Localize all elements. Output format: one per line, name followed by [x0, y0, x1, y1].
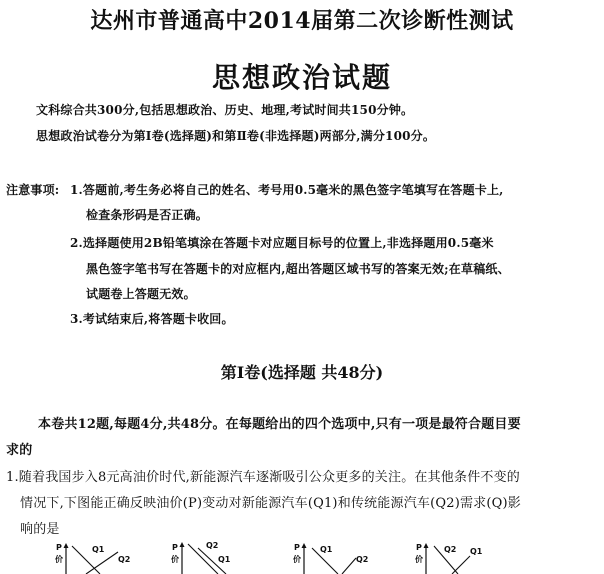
graph-d-label-1: Q2: [444, 545, 457, 554]
exam-title: 达州市普通高中2014届第二次诊断性测试: [90, 8, 514, 34]
question-1-text-cont: 情况下,下图能正确反映油价(P)变动对新能源汽车(Q1)和传统能源汽车(Q2)需求(Q)影: [20, 496, 521, 511]
graph-c-axis-char: 价: [293, 555, 301, 564]
graph-a-axis-char: 价: [55, 555, 63, 564]
graph-c-label-1: Q1: [320, 545, 333, 554]
graph-a-label-1: Q1: [92, 545, 105, 554]
graph-a-axis-p: P: [56, 543, 62, 552]
graph-b-label-2: Q1: [218, 555, 231, 564]
notice-item-1-cont: 检查条形码是否正确。: [86, 208, 209, 222]
notice-item-3: 3.考试结束后,将答题卡收回。: [70, 312, 234, 326]
graph-d-axis-p: P: [416, 543, 422, 552]
question-1-graphs: [0, 540, 604, 574]
graph-b-axis-char: 价: [171, 555, 179, 564]
exam-subtitle: 思想政治试题: [211, 61, 392, 94]
graph-a-label-2: Q2: [118, 555, 131, 564]
graph-b: [171, 541, 231, 574]
notice-label: 注意事项:: [6, 183, 60, 197]
graph-c-axis-p: P: [294, 543, 300, 552]
graph-d: [415, 543, 483, 574]
intro-line-1: 文科综合共300分,包括思想政治、历史、地理,考试时间共150分钟。: [36, 103, 414, 117]
notice-item-2-cont: 黑色签字笔书写在答题卡的对应框内,超出答题区域书写的答案无效;在草稿纸、: [86, 262, 510, 276]
graph-c: [293, 543, 368, 574]
graph-d-label-2: Q1: [470, 547, 483, 556]
notice-item-2: 2.选择题使用2B铅笔填涂在答题卡对应题目标号的位置上,非选择题用0.5毫米: [70, 236, 494, 250]
question-1-text-cont-2: 响的是: [20, 522, 60, 537]
question-1-text: 1.随着我国步入8元高油价时代,新能源汽车逐渐吸引公众更多的关注。在其他条件不变的: [6, 470, 521, 485]
graph-d-axis-char: 价: [415, 555, 423, 564]
section-heading: 第Ⅰ卷(选择题 共48分): [220, 363, 384, 382]
graph-b-axis-p: P: [172, 543, 178, 552]
notice-item-2-cont-2: 试题卷上答题无效。: [86, 287, 196, 301]
section-description: 本卷共12题,每题4分,共48分。在每题给出的四个选项中,只有一项是最符合题目要: [38, 417, 521, 432]
section-description-cont: 求的: [6, 443, 33, 458]
graph-c-label-2: Q2: [356, 555, 369, 564]
notice-item-1: 1.答题前,考生务必将自己的姓名、考号用0.5毫米的黑色签字笔填写在答题卡上,: [70, 183, 504, 197]
intro-line-2: 思想政治试卷分为第Ⅰ卷(选择题)和第Ⅱ卷(非选择题)两部分,满分100分。: [36, 129, 436, 143]
graph-a: [55, 543, 130, 574]
graph-b-label-1: Q2: [206, 541, 219, 550]
